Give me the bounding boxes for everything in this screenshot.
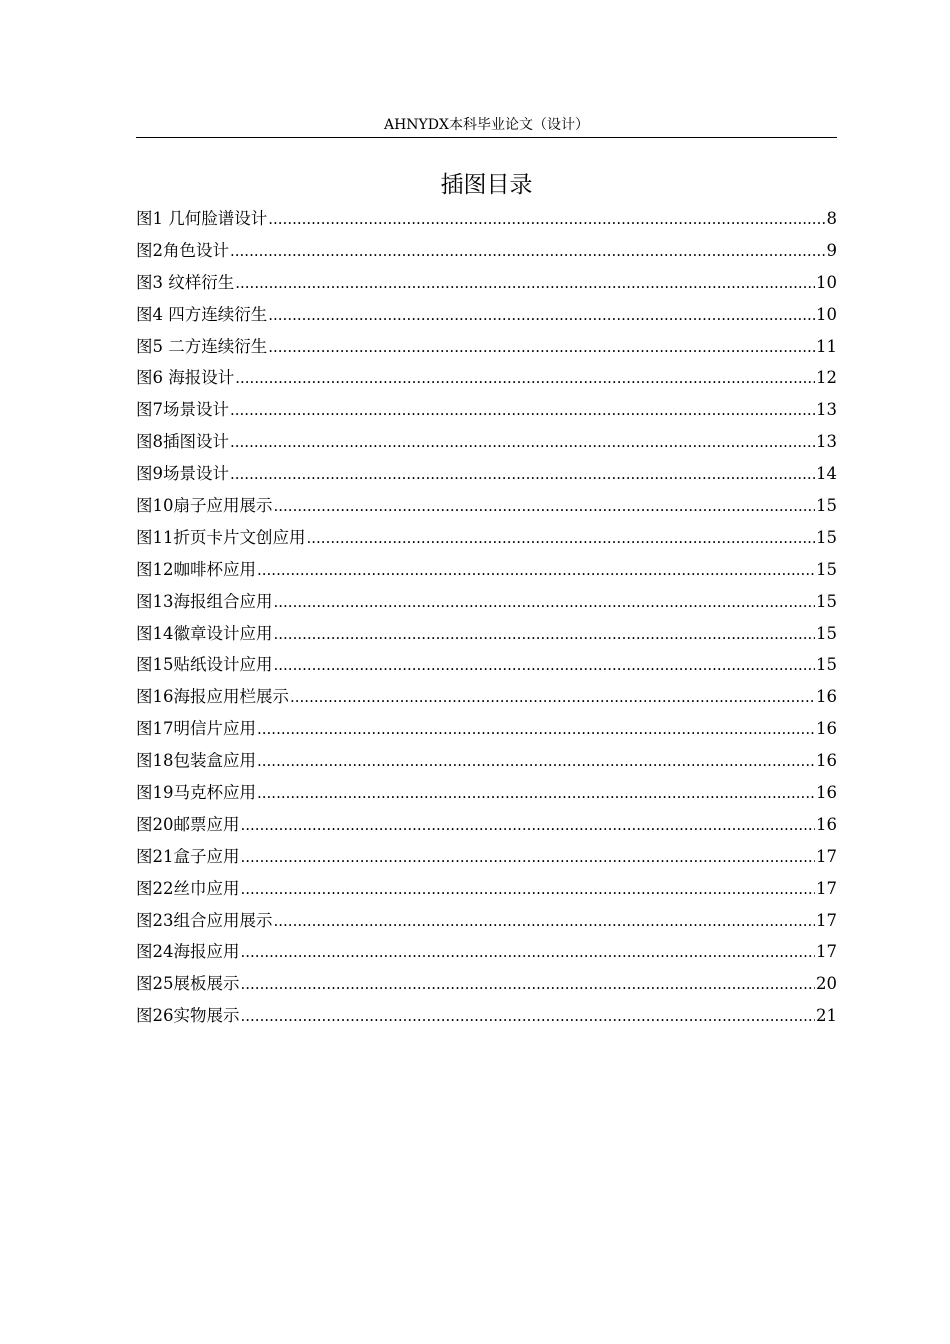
figure-list: [136, 203, 837, 1032]
dot-leader: [241, 813, 816, 830]
toc-entry-label: 图21盒子应用: [136, 846, 240, 866]
dot-leader: [268, 335, 815, 352]
toc-entry[interactable]: [136, 267, 837, 299]
toc-entry[interactable]: [136, 873, 837, 905]
toc-entry[interactable]: [136, 841, 837, 873]
dot-leader: [230, 239, 826, 256]
toc-entry-page-number: 12: [816, 368, 837, 388]
toc-entry-label: 图11折页卡片文创应用: [136, 527, 306, 547]
toc-entry-page-number: 15: [816, 623, 837, 643]
toc-entry-page-number: 13: [816, 432, 837, 452]
toc-entry-label: 图25展板展示: [136, 974, 240, 994]
toc-entry[interactable]: [136, 554, 837, 586]
toc-entry-page-number: 14: [816, 464, 837, 484]
dot-leader: [290, 686, 815, 703]
toc-entry-page-number: 16: [816, 783, 837, 803]
toc-entry[interactable]: [136, 394, 837, 426]
toc-entry-label: 图14徽章设计应用: [136, 623, 273, 643]
toc-entry-label: 图9场景设计: [136, 464, 229, 484]
dot-leader: [257, 750, 815, 767]
toc-entry[interactable]: [136, 522, 837, 554]
toc-entry-label: 图26实物展示: [136, 1006, 240, 1026]
toc-entry[interactable]: [136, 713, 837, 745]
toc-title: 插图目录: [440, 172, 533, 198]
toc-entry-page-number: 15: [816, 591, 837, 611]
dot-leader: [268, 303, 815, 320]
toc-entry[interactable]: [136, 331, 837, 363]
toc-entry-page-number: 16: [816, 751, 837, 771]
toc-entry[interactable]: [136, 426, 837, 458]
toc-entry[interactable]: [136, 235, 837, 267]
dot-leader: [307, 526, 816, 543]
toc-entry-page-number: 15: [816, 496, 837, 516]
toc-entry[interactable]: [136, 299, 837, 331]
toc-entry-label: 图13海报组合应用: [136, 591, 273, 611]
dot-leader: [241, 973, 816, 990]
dot-leader: [235, 271, 815, 288]
toc-entry-page-number: 13: [816, 400, 837, 420]
toc-entry[interactable]: [136, 681, 837, 713]
dot-leader: [274, 622, 816, 639]
toc-entry-page-number: 10: [816, 304, 837, 324]
toc-entry-page-number: 21: [816, 1006, 837, 1026]
dot-leader: [241, 877, 816, 894]
toc-entry-label: 图20邮票应用: [136, 814, 240, 834]
dot-leader: [257, 718, 815, 735]
toc-entry-label: 图1 几何脸谱设计: [136, 209, 268, 228]
toc-entry-label: 图22丝巾应用: [136, 878, 240, 898]
toc-entry[interactable]: [136, 936, 837, 968]
toc-entry-page-number: 20: [816, 974, 837, 994]
toc-entry-label: 图16海报应用栏展示: [136, 687, 289, 707]
toc-entry[interactable]: [136, 968, 837, 1000]
dot-leader: [268, 208, 825, 225]
toc-entry-label: 图3 纹样衍生: [136, 272, 235, 292]
dot-leader: [230, 463, 815, 480]
toc-entry[interactable]: [136, 905, 837, 937]
dot-leader: [230, 399, 815, 416]
dot-leader: [241, 941, 816, 958]
toc-entry-page-number: 17: [816, 942, 837, 962]
dot-leader: [274, 909, 816, 926]
toc-entry-label: 图6 海报设计: [136, 368, 235, 388]
dot-leader: [241, 845, 816, 862]
toc-entry[interactable]: [136, 203, 837, 235]
toc-entry-page-number: 17: [816, 878, 837, 898]
toc-entry-label: 图12咖啡杯应用: [136, 559, 256, 579]
toc-entry[interactable]: [136, 490, 837, 522]
toc-entry[interactable]: [136, 1000, 837, 1032]
toc-entry-label: 图7场景设计: [136, 400, 229, 420]
toc-entry-label: 图15贴纸设计应用: [136, 655, 273, 675]
dot-leader: [257, 782, 815, 799]
dot-leader: [241, 1005, 816, 1022]
toc-entry-page-number: 17: [816, 846, 837, 866]
toc-entry-page-number: 16: [816, 814, 837, 834]
toc-entry-page-number: 16: [816, 719, 837, 739]
toc-entry[interactable]: [136, 649, 837, 681]
toc-entry-label: 图19马克杯应用: [136, 783, 256, 803]
toc-entry[interactable]: [136, 745, 837, 777]
toc-entry[interactable]: [136, 777, 837, 809]
toc-entry-label: 图24海报应用: [136, 942, 240, 962]
toc-entry-page-number: 10: [816, 272, 837, 292]
header-rule: [136, 137, 837, 138]
toc-entry-page-number: 15: [816, 655, 837, 675]
toc-entry-page-number: 16: [816, 687, 837, 707]
dot-leader: [230, 431, 815, 448]
toc-entry-label: 图10扇子应用展示: [136, 496, 273, 516]
toc-entry-page-number: 17: [816, 910, 837, 930]
toc-entry[interactable]: [136, 362, 837, 394]
toc-entry-label: 图4 四方连续衍生: [136, 304, 268, 324]
toc-entry-page-number: 9: [826, 240, 837, 260]
toc-entry[interactable]: [136, 458, 837, 490]
dot-leader: [257, 558, 815, 575]
dot-leader: [274, 495, 816, 512]
toc-entry-page-number: 11: [816, 336, 837, 356]
dot-leader: [235, 367, 815, 384]
toc-entry[interactable]: [136, 809, 837, 841]
toc-entry-label: 图8插图设计: [136, 432, 229, 452]
toc-entry-page-number: 15: [816, 527, 837, 547]
toc-entry[interactable]: [136, 618, 837, 650]
toc-entry-label: 图18包装盒应用: [136, 751, 256, 771]
toc-entry-label: 图2角色设计: [136, 240, 229, 260]
page-header: AHNYDX本科毕业论文（设计）: [383, 117, 589, 133]
toc-entry-page-number: 15: [816, 559, 837, 579]
dot-leader: [274, 590, 816, 607]
toc-entry-label: 图5 二方连续衍生: [136, 336, 268, 356]
toc-entry[interactable]: [136, 586, 837, 618]
toc-entry-label: 图23组合应用展示: [136, 910, 273, 930]
dot-leader: [274, 654, 816, 671]
toc-entry-label: 图17明信片应用: [136, 719, 256, 739]
toc-entry-page-number: 8: [826, 209, 837, 228]
